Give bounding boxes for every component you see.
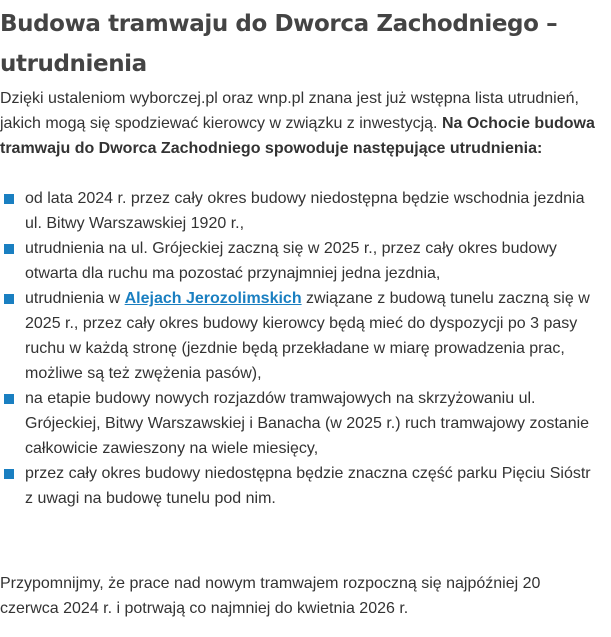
list-item-text: utrudnienia na ul. Grójeckiej zaczną się w 2025 r., przez cały okres budowy otwarta dla ruchu ma pozostać przynajmniej jedna jezdnia, <box>25 240 557 282</box>
list-item-text-after-link: związane z budową tunelu zaczną się w 2025 r., przez cały okres budowy kierowcy będą mieć do dyspozycji po 3 pasy ruchu w każdą stronę (jezdnie będą przekładane w miarę prowadzenia prac, możliwe są też zwężenia pasów), <box>25 290 590 382</box>
list-item-text: od lata 2024 r. przez cały okres budowy niedostępna będzie wschodnia jezdnia ul. Bitwy Warszawskiej 1920 r., <box>25 190 585 232</box>
list-item-text-before-link: utrudnienia w <box>25 290 125 307</box>
intro-paragraph <box>0 84 600 161</box>
list-item <box>0 186 600 236</box>
aleje-jerozolimskie-link[interactable]: Alejach Jerozolimskich <box>124 290 302 307</box>
article-title: Budowa tramwaju do Dworca Zachodniego – utrudnienia <box>0 11 558 77</box>
outro-paragraph: Przypomnijmy, że prace nad nowym tramwajem rozpoczną się najpóźniej 20 czerwca 2024 r. i potrwają co najmniej do kwietnia 2026 r. <box>0 575 541 617</box>
list-item <box>0 461 600 511</box>
intro-text: Dzięki ustaleniom wyborczej.pl oraz wnp.pl znana jest już wstępna lista utrudnień, jakich mogą się spodziewać kierowcy w związku z inwestycją. <box>0 90 579 132</box>
list-item <box>0 386 600 461</box>
intro-bold-text: Na Ochocie budowa tramwaju do Dworca Zachodniego spowoduje następujące utrudnienia: <box>0 115 595 157</box>
square-bullet-icon <box>4 244 14 254</box>
difficulties-list <box>0 161 600 511</box>
list-item-text: na etapie budowy nowych rozjazdów tramwajowych na skrzyżowaniu ul. Grójeckiej, Bitwy Warszawskiej i Banacha (w 2025 r.) ruch tramwajowy zostanie całkowicie zawieszony na wiele miesięcy, <box>25 390 590 457</box>
list-item-text: przez cały okres budowy niedostępna będzie znaczna część parku Pięciu Sióstr z uwagi na budowę tunelu pod nim. <box>25 465 591 507</box>
square-bullet-icon <box>4 394 14 404</box>
list-item <box>0 236 600 286</box>
square-bullet-icon <box>4 294 14 304</box>
square-bullet-icon <box>4 194 14 204</box>
square-bullet-icon <box>4 469 14 479</box>
list-item <box>0 286 600 386</box>
